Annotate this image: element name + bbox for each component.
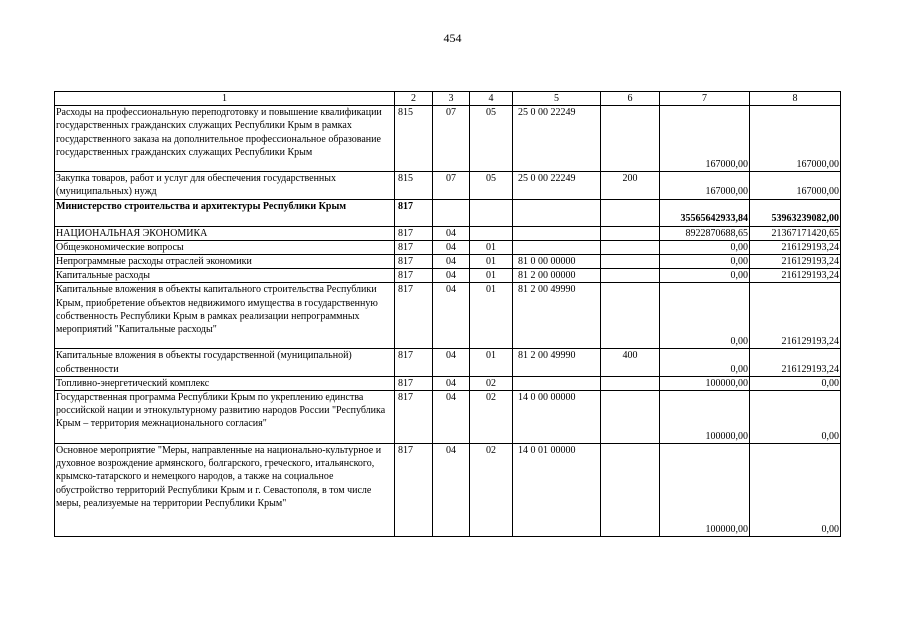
row-expense-type-cell — [601, 444, 660, 537]
row-amount-cell: 100000,00 — [660, 391, 750, 444]
row-subsection-cell: 01 — [470, 349, 513, 376]
row-section-cell: 07 — [433, 106, 470, 172]
row-subsection-cell: 05 — [470, 106, 513, 172]
row-amount-cell: 100000,00 — [660, 444, 750, 537]
row-amount-cell: 0,00 — [660, 269, 750, 283]
table-row — [55, 240, 841, 254]
row-subsection-cell: 01 — [470, 240, 513, 254]
row-section-cell: 04 — [433, 226, 470, 240]
row-amount-cell: 216129193,24 — [750, 269, 841, 283]
row-subsection-cell: 01 — [470, 283, 513, 349]
row-subsection-cell: 01 — [470, 255, 513, 269]
table-row — [55, 226, 841, 240]
table-row — [55, 444, 841, 537]
row-code-cell: 817 — [395, 283, 433, 349]
row-amount-cell: 21367171420,65 — [750, 226, 841, 240]
row-expense-type-cell — [601, 376, 660, 390]
row-target-article-cell: 81 2 00 00000 — [513, 269, 601, 283]
row-code-cell: 817 — [395, 269, 433, 283]
row-section-cell: 04 — [433, 269, 470, 283]
row-amount-cell: 53963239082,00 — [750, 199, 841, 226]
row-amount-cell: 35565642933,84 — [660, 199, 750, 226]
row-amount-cell: 0,00 — [660, 349, 750, 376]
row-amount-cell: 167000,00 — [660, 172, 750, 199]
row-amount-cell: 0,00 — [750, 391, 841, 444]
row-section-cell: 04 — [433, 376, 470, 390]
page-number: 454 — [443, 31, 462, 45]
row-section-cell: 04 — [433, 391, 470, 444]
row-amount-cell: 167000,00 — [750, 172, 841, 199]
table-row — [55, 349, 841, 376]
row-expense-type-cell — [601, 255, 660, 269]
row-subsection-cell: 02 — [470, 444, 513, 537]
table-row — [55, 172, 841, 199]
row-name-cell: Закупка товаров, работ и услуг для обеспечения государственных (муниципальных) нужд — [55, 172, 395, 199]
row-section-cell: 04 — [433, 283, 470, 349]
header-cell: 4 — [470, 92, 513, 106]
row-expense-type-cell — [601, 240, 660, 254]
header-cell: 8 — [750, 92, 841, 106]
row-name-cell: Министерство строительства и архитектуры Республики Крым — [55, 199, 395, 226]
table-row — [55, 376, 841, 390]
header-cell: 6 — [601, 92, 660, 106]
row-expense-type-cell — [601, 283, 660, 349]
table-row — [55, 391, 841, 444]
row-code-cell: 815 — [395, 172, 433, 199]
row-expense-type-cell — [601, 269, 660, 283]
table-row — [55, 106, 841, 172]
row-code-cell: 817 — [395, 226, 433, 240]
row-code-cell: 817 — [395, 240, 433, 254]
row-target-article-cell — [513, 226, 601, 240]
row-amount-cell: 216129193,24 — [750, 349, 841, 376]
row-name-cell: Основное мероприятие "Меры, направленные на национально-культурное и духовное возрождение армянского, болгарского, греческого, итальянского, крымско-татарского и немецкого народов, а также на социальное обустройство территорий Республики Крым и г. Севастополя, в том числе меры, реализуемые на территории Республики Крым" — [55, 444, 395, 537]
row-target-article-cell: 81 2 00 49990 — [513, 349, 601, 376]
row-section-cell: 04 — [433, 349, 470, 376]
table-row — [55, 255, 841, 269]
row-amount-cell: 0,00 — [750, 376, 841, 390]
row-section-cell: 04 — [433, 444, 470, 537]
header-cell: 1 — [55, 92, 395, 106]
header-cell: 2 — [395, 92, 433, 106]
row-name-cell: Капитальные вложения в объекты государственной (муниципальной) собственности — [55, 349, 395, 376]
row-subsection-cell: 05 — [470, 172, 513, 199]
row-expense-type-cell — [601, 199, 660, 226]
row-subsection-cell: 01 — [470, 269, 513, 283]
header-cell: 7 — [660, 92, 750, 106]
row-target-article-cell: 25 0 00 22249 — [513, 106, 601, 172]
row-subsection-cell: 02 — [470, 391, 513, 444]
row-target-article-cell — [513, 376, 601, 390]
budget-table — [54, 91, 841, 537]
row-subsection-cell: 02 — [470, 376, 513, 390]
row-amount-cell: 100000,00 — [660, 376, 750, 390]
row-code-cell: 817 — [395, 199, 433, 226]
row-amount-cell: 216129193,24 — [750, 240, 841, 254]
row-amount-cell: 8922870688,65 — [660, 226, 750, 240]
row-target-article-cell — [513, 240, 601, 254]
row-code-cell: 815 — [395, 106, 433, 172]
row-expense-type-cell — [601, 391, 660, 444]
row-amount-cell: 0,00 — [660, 255, 750, 269]
row-target-article-cell: 81 2 00 49990 — [513, 283, 601, 349]
row-section-cell — [433, 199, 470, 226]
row-amount-cell: 216129193,24 — [750, 283, 841, 349]
row-amount-cell: 0,00 — [660, 240, 750, 254]
row-name-cell: Непрограммные расходы отраслей экономики — [55, 255, 395, 269]
row-subsection-cell — [470, 226, 513, 240]
header-cell: 5 — [513, 92, 601, 106]
row-name-cell: Общеэкономические вопросы — [55, 240, 395, 254]
row-name-cell: Государственная программа Республики Крым по укреплению единства российской нации и этнокультурному развитию народов России "Республика Крым – территория межнационального согласия" — [55, 391, 395, 444]
row-code-cell: 817 — [395, 255, 433, 269]
row-target-article-cell: 14 0 01 00000 — [513, 444, 601, 537]
row-name-cell: Капитальные расходы — [55, 269, 395, 283]
row-subsection-cell — [470, 199, 513, 226]
row-section-cell: 04 — [433, 255, 470, 269]
row-amount-cell: 167000,00 — [750, 106, 841, 172]
row-target-article-cell: 14 0 00 00000 — [513, 391, 601, 444]
row-code-cell: 817 — [395, 391, 433, 444]
row-expense-type-cell: 400 — [601, 349, 660, 376]
row-section-cell: 07 — [433, 172, 470, 199]
row-name-cell: Расходы на профессиональную переподготовку и повышение квалификации государственных гражданских служащих Республики Крым в рамках государственного заказа на дополнительное профессиональное образование государственных гражданских служащих Республики Крым — [55, 106, 395, 172]
row-name-cell: НАЦИОНАЛЬНАЯ ЭКОНОМИКА — [55, 226, 395, 240]
row-expense-type-cell — [601, 106, 660, 172]
table-body — [55, 92, 841, 537]
row-amount-cell: 0,00 — [660, 283, 750, 349]
row-amount-cell: 216129193,24 — [750, 255, 841, 269]
header-cell: 3 — [433, 92, 470, 106]
table-row — [55, 269, 841, 283]
row-code-cell: 817 — [395, 444, 433, 537]
row-name-cell: Топливно-энергетический комплекс — [55, 376, 395, 390]
row-code-cell: 817 — [395, 376, 433, 390]
row-expense-type-cell: 200 — [601, 172, 660, 199]
row-section-cell: 04 — [433, 240, 470, 254]
row-target-article-cell: 81 0 00 00000 — [513, 255, 601, 269]
row-amount-cell: 167000,00 — [660, 106, 750, 172]
row-target-article-cell — [513, 199, 601, 226]
row-expense-type-cell — [601, 226, 660, 240]
row-amount-cell: 0,00 — [750, 444, 841, 537]
row-target-article-cell: 25 0 00 22249 — [513, 172, 601, 199]
table-header-row — [55, 92, 841, 106]
row-name-cell: Капитальные вложения в объекты капитального строительства Республики Крым, приобретение объектов недвижимого имущества в государственную собственность Республики Крым в рамках реализации непрограммных мероприятий "Капитальные расходы" — [55, 283, 395, 349]
table-row — [55, 199, 841, 226]
table-row — [55, 283, 841, 349]
row-code-cell: 817 — [395, 349, 433, 376]
